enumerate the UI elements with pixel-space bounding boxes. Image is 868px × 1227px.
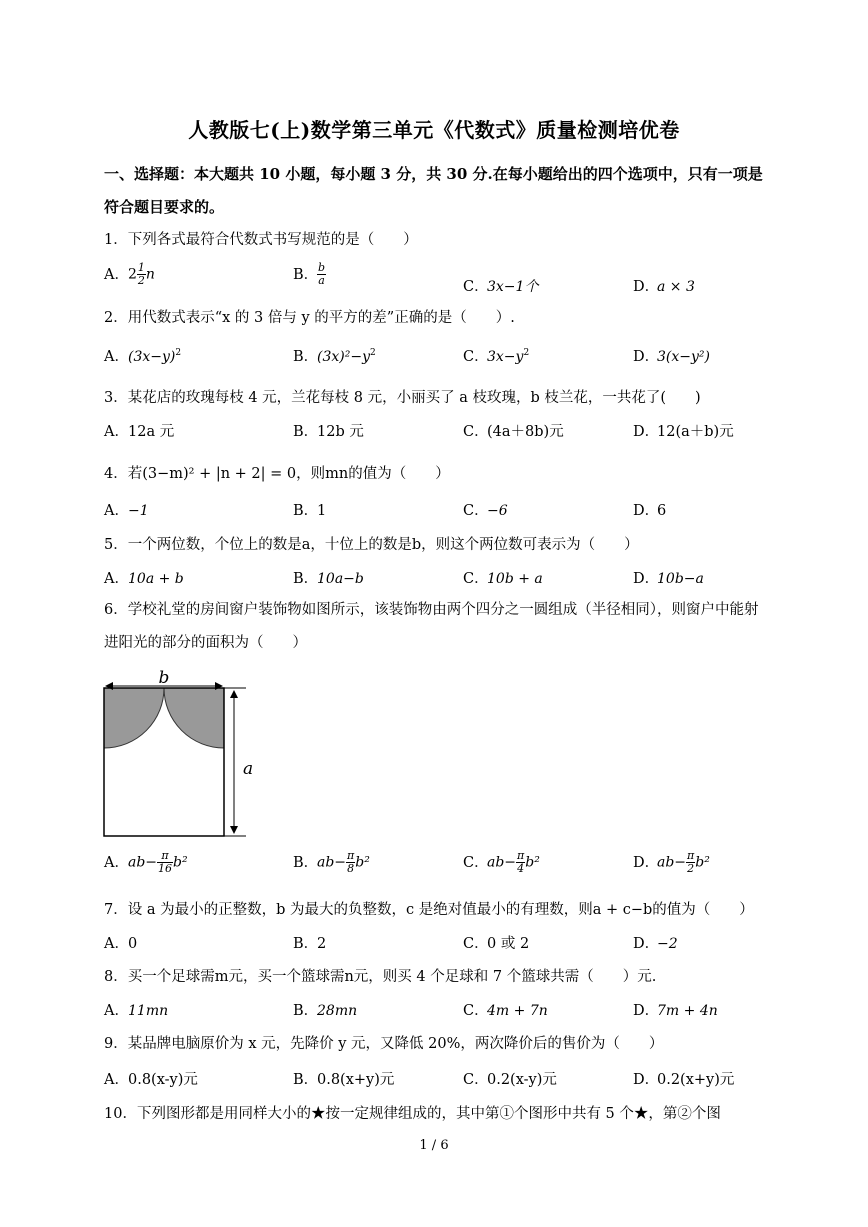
q7-option-d: D．−2: [633, 936, 678, 952]
q1-option-d: D．a × 3: [633, 279, 695, 295]
question-10: 10．下列图形都是用同样大小的★按一定规律组成的，其中第①个图形中共有 5 个★，第②个图: [104, 1106, 721, 1122]
q2-option-a: A．$(3x-y)^2$: [104, 348, 182, 365]
q3-option-a: A．12a 元: [104, 424, 175, 440]
q1-option-a: A．2 $\frac{1}{2}$ n: [104, 261, 155, 287]
q4-option-b: B．1: [293, 503, 327, 519]
q4-option-c: C．−6: [463, 503, 508, 519]
q7-option-a: A．0: [104, 936, 138, 952]
question-3: 3．某花店的玫瑰每枝 4 元，兰花每枝 8 元，小丽买了 a 枝玫瑰，b 枝兰花，一共花了( ): [104, 390, 701, 406]
width-label-b: b: [158, 668, 170, 688]
question-1: 1．下列各式最符合代数式书写规范的是（ ）: [104, 232, 418, 248]
question-7: 7．设 a 为最小的正整数，b 为最大的负整数，c 是绝对值最小的有理数，则a + c−b的值为（ ）: [104, 902, 754, 918]
q4-option-a: A．−1: [104, 503, 149, 519]
q7-option-c: C．0 或 2: [463, 936, 530, 952]
question-5: 5．一个两位数，个位上的数是a，十位上的数是b，则这个两位数可表示为（ ）: [104, 537, 639, 553]
q3-option-b: B．12b 元: [293, 424, 364, 440]
question-6: 6．学校礼堂的房间窗户装饰物如图所示，该装饰物由两个四分之一圆组成（半径相同），则窗户中能射进阳光的部分的面积为（ ）: [104, 602, 759, 651]
q8-option-d: D．7m + 4n: [633, 1003, 718, 1019]
window-decoration-figure: [98, 664, 258, 842]
q6-option-b: B．ab− $\frac{\pi}{8}$ b²: [293, 849, 370, 875]
q8-option-c: C．4m + 7n: [463, 1003, 548, 1019]
question-8: 8．买一个足球需m元，买一个篮球需n元，则买 4 个足球和 7 个篮球共需（ ）元.: [104, 969, 657, 985]
q2-option-d: D．3(x−y²): [633, 349, 710, 365]
section-heading: 一、选择题：本大题共 10 小题，每小题 3 分，共 30 分.在每小题给出的四个选项中，只有一项是符合题目要求的。: [104, 165, 763, 216]
q6-option-d: D．ab− $\frac{\pi}{2}$ b²: [633, 849, 710, 875]
q3-option-d: D．12(a＋b)元: [633, 424, 734, 440]
q8-option-b: B．28mn: [293, 1003, 358, 1019]
q7-option-b: B．2: [293, 936, 327, 952]
q5-option-a: A．10a + b: [104, 571, 184, 587]
q3-option-c: C．(4a＋8b)元: [463, 424, 564, 440]
question-9: 9．某品牌电脑原价为 x 元，先降价 y 元，又降低 20%，两次降价后的售价为（ ）: [104, 1036, 664, 1052]
q1-option-b: B． $\frac{b}{a}$: [293, 261, 326, 287]
q2-option-b: B．$(3x)^2-y^2$: [293, 348, 376, 365]
q6-option-a: A．ab− $\frac{\pi}{16}$ b²: [104, 849, 188, 875]
page-number: 1 / 6: [419, 1138, 449, 1153]
question-4: 4．若(3−m)² + |n + 2| = 0，则mn的值为（ ）: [104, 466, 450, 482]
shaded-quarter-circles: [104, 688, 224, 748]
q9-option-b: B．0.8(x+y)元: [293, 1072, 395, 1088]
question-2: 2．用代数式表示“x 的 3 倍与 y 的平方的差”正确的是（ ）.: [104, 310, 515, 326]
q9-option-d: D．0.2(x+y)元: [633, 1072, 735, 1088]
q5-option-d: D．10b−a: [633, 571, 704, 587]
q9-option-a: A．0.8(x-y)元: [104, 1072, 198, 1088]
page-title: 人教版七(上)数学第三单元《代数式》质量检测培优卷: [188, 118, 680, 142]
height-label-a: a: [243, 759, 254, 779]
q9-option-c: C．0.2(x-y)元: [463, 1072, 557, 1088]
q4-option-d: D．6: [633, 503, 667, 519]
q2-option-c: C．$3x-y^2$: [463, 348, 530, 365]
q5-option-b: B．10a−b: [293, 571, 364, 587]
q1-option-c: C．3x−1个: [463, 279, 539, 295]
q5-option-c: C．10b + a: [463, 571, 543, 587]
q6-option-c: C．ab− $\frac{\pi}{4}$ b²: [463, 849, 540, 875]
q8-option-a: A．11mn: [104, 1003, 169, 1019]
